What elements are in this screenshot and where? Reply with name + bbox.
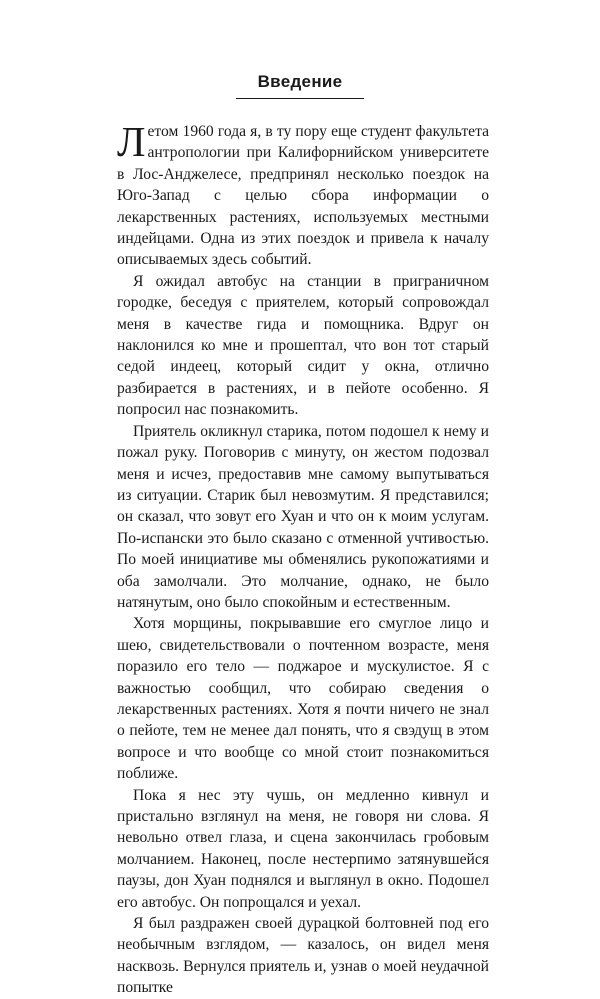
paragraph-text: етом 1960 года я, в ту пору еще студент факультета антропологии при Калифорнийском университете в Лос-Анджелесе, предпринял несколько поездок на Юго-Запад с целью сбора информации о лекарственных растениях, используемых местными индейцами. Одна из этих поездок и привела к началу описываемых здесь событий. — [117, 123, 489, 269]
chapter-body — [117, 121, 489, 999]
paragraph: Хотя морщины, покрывавшие его смуглое лицо и шею, свидетельствовали о почтенном возрасте, меня поразило его тело — поджарое и мускулистое. Я с важностью сообщил, что собираю сведения о лекарственных растениях. Хотя я почти ничего не знал о пейоте, тем не менее дал понять, что я свэдущ в этом вопросе и что вообще со мной стоит познакомиться поближе. — [117, 615, 489, 783]
paragraph — [117, 121, 489, 271]
paragraph: Приятель окликнул старика, потом подошел к нему и пожал руку. Поговорив с минуту, он жестом подозвал меня и исчез, предоставив мне самому выпутываться из ситуации. Старик был невозмутим. Я представился; он сказал, что зовут его Хуан и что он к моим услугам. По-испански это было сказано с отменной учтивостью. По моей инициативе мы обменялись рукопожатиями и оба замолчали. Это молчание, однако, не было натянутым, оно было спокойным и естественным. — [117, 422, 489, 611]
paragraph: Я был раздражен своей дурацкой болтовней под его необычным взглядом, — казалось, он видел меня насквозь. Вернулся приятель и, узнав о моей неудачной попытке — [117, 915, 489, 997]
chapter-header — [0, 72, 600, 99]
chapter-title: Введение — [236, 72, 365, 99]
paragraph: Я ожидал автобус на станции в приграничном городке, беседуя с приятелем, который сопровождал меня в качестве гида и помощника. Вдруг он наклонился ко мне и прошептал, что вон тот старый седой индеец, который сидит у окна, отлично разбирается в растениях, и в пейоте особенно. Я попросил нас познакомить. — [117, 272, 489, 419]
paragraph: Пока я нес эту чушь, он медленно кивнул и пристально взглянул на меня, не говоря ни слова. Я невольно отвел глаза, и сцена закончилась гробовым молчанием. Наконец, после нестерпимо затянувшейся паузы, дон Хуан поднялся и выглянул в окно. Подошел его автобус. Он попрощался и уехал. — [117, 786, 489, 911]
drop-cap: Л — [117, 120, 146, 166]
